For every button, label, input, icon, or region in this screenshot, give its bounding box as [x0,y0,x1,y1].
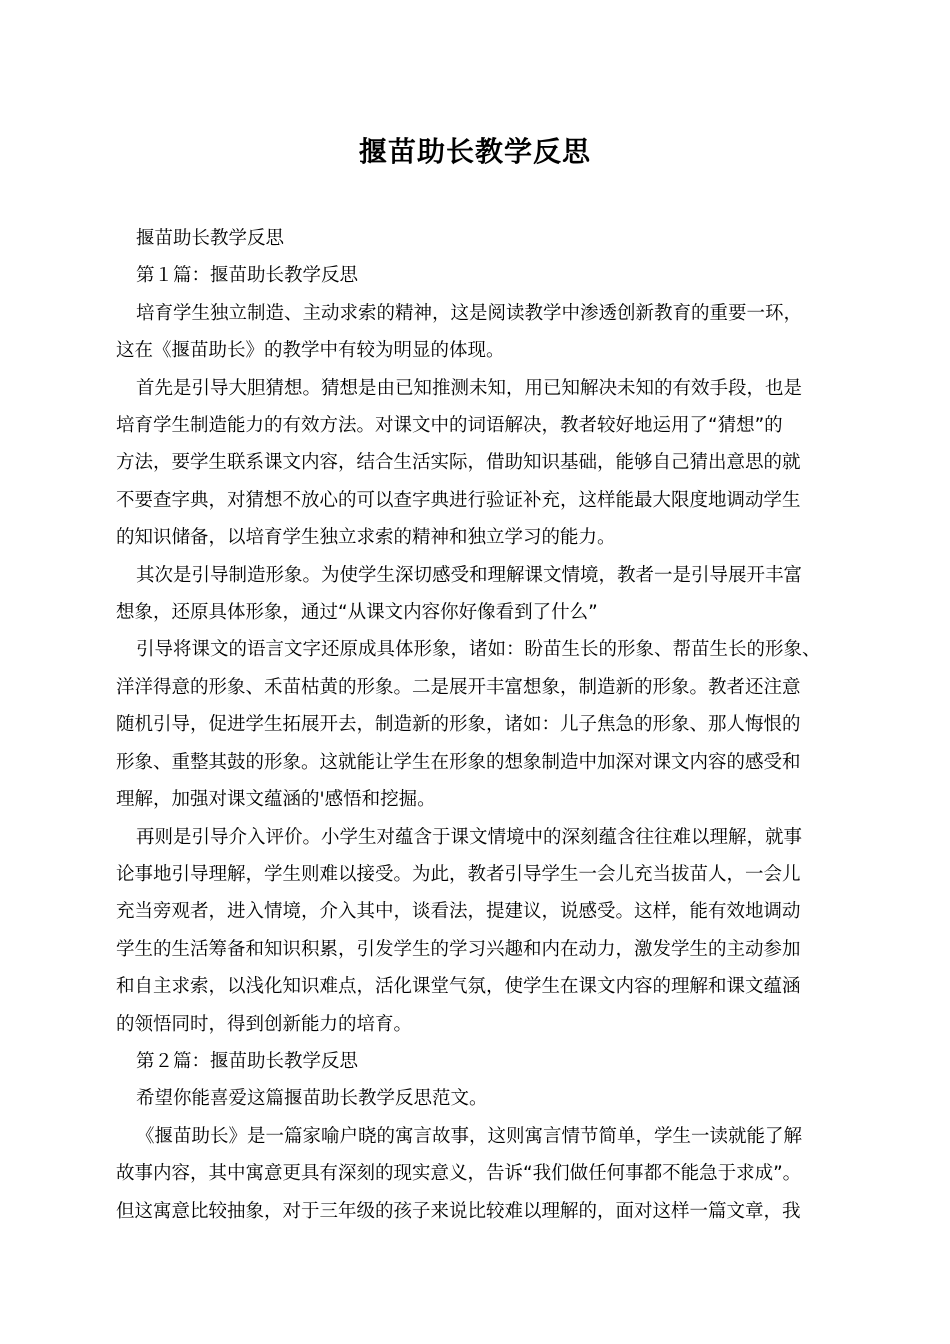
paragraph: 首先是引导大胆猜想。猜想是由已知推测未知，用已知解决未知的有效手段，也是 培育学生制造能力的有效方法。对课文中的词语解决，教者较好地运用了“猜想”的 方法，要学生联系课文内容，结合生活实际，借助知识基础，能够自己猜出意思的就 不要查字典，对猜想不放心的可以查字典进行验证补充，这样能最大限度地调动学生 的知识储备，以培育学生独立求索的精神和独立学习的能力。 [116,377,803,549]
document-title: 揠苗助长教学反思 [358,135,591,168]
section-heading-2: 第２篇：揠苗助长教学反思 [136,1050,359,1072]
paragraph: 再则是引导介入评价。小学生对蕴含于课文情境中的深刻蕴含往往难以理解，就事 论事地引导理解，学生则难以接受。为此，教者引导学生一会儿充当拔苗人，一会儿 充当旁观者，进入情境，介入其中，谈看法，提建议，说感受。这样，能有效地调动 学生的生活筹备和知识积累，引发学生的学习兴趣和内在动力，激发学生的主动参加 和自主求索，以浅化知识难点，活化课堂气氛，使学生在课文内容的理解和课文蕴涵 的领悟同时，得到创新能力的培育。 [116,826,803,1035]
paragraph: 《揠苗助长》是一篇家喻户晓的寓言故事，这则寓言情节简单，学生一读就能了解 故事内容，其中寓意更具有深刻的现实意义，告诉“我们做任何事都不能急于求成”。 但这寓意比较抽象，对于三年级的孩子来说比较难以理解的，面对这样一篇文章，我 [116,1125,803,1222]
paragraph: 培育学生独立制造、主动求索的精神，这是阅读教学中渗透创新教育的重要一环， 这在《揠苗助长》的教学中有较为明显的体现。 [116,302,803,362]
paragraph: 希望你能喜爱这篇揠苗助长教学反思范文。 [136,1088,488,1110]
document-body [116,220,842,1230]
section-heading-1: 第１篇：揠苗助长教学反思 [136,265,359,287]
paragraph: 引导将课文的语言文字还原成具体形象，诸如：盼苗生长的形象、帮苗生长的形象、 洋洋得意的形象、禾苗枯黄的形象。二是展开丰富想象，制造新的形象。教者还注意 随机引导，促进学生拓展开去，制造新的形象，诸如：儿子焦急的形象、那人悔恨的 形象、重整其鼓的形象。这就能让学生在形象的想象制造中加深对课文内容的感受和 理解，加强对课文蕴涵的'感悟和挖掘。 [116,639,821,811]
paragraph-heading: 揠苗助长教学反思 [136,228,285,249]
paragraph: 其次是引导制造形象。为使学生深切感受和理解课文情境，教者一是引导展开丰富 想象，还原具体形象，通过“从课文内容你好像看到了什么” [116,564,803,624]
